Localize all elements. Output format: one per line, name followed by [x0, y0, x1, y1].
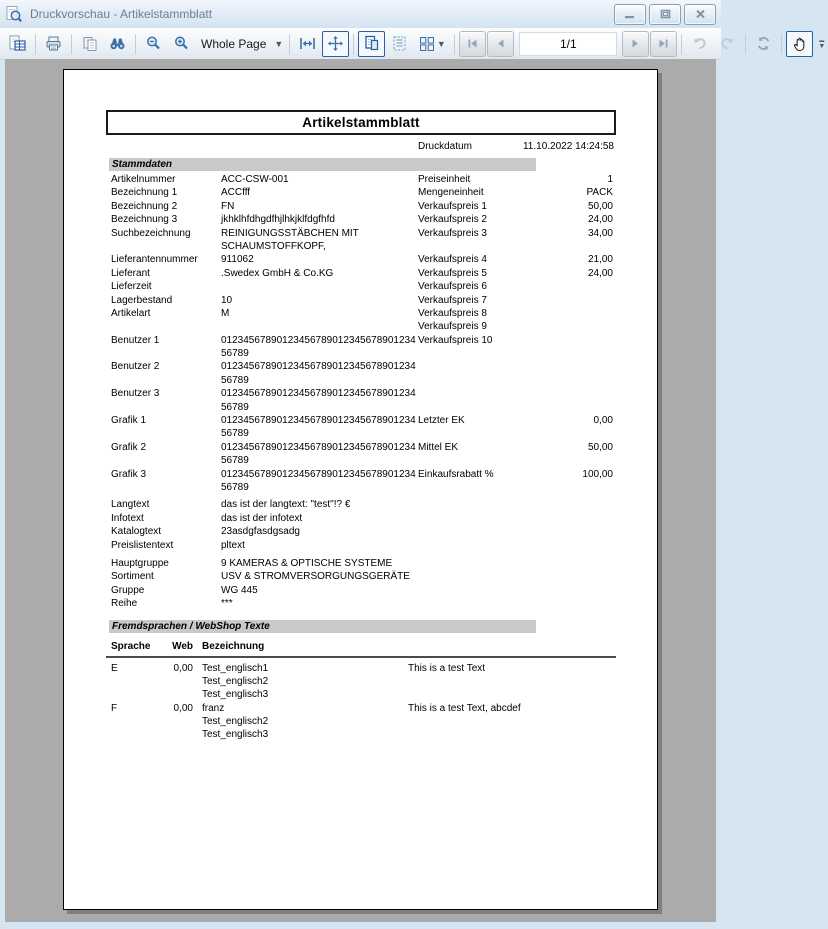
stammdaten-line-ll: Bezeichnung 2	[111, 200, 178, 212]
lang-line-text: This is a test Text, abcdef	[408, 702, 521, 714]
stammdaten-line-rv	[540, 387, 615, 400]
fit-width-button[interactable]	[294, 31, 321, 57]
page-setup-icon	[9, 35, 26, 52]
stammdaten-line-rv: 50,00	[587, 200, 613, 212]
group-line-value: 9 KAMERAS & OPTISCHE SYSTEME	[221, 557, 393, 569]
stammdaten-line-ll	[106, 240, 221, 253]
stammdaten-line-rv	[540, 347, 615, 360]
stammdaten-line-rl: Verkaufspreis 9	[418, 321, 487, 333]
stammdaten-line-rv	[540, 307, 615, 320]
lang-line-text	[408, 715, 616, 728]
stammdaten-line-lv: 01234567890123456789012345678901234	[221, 361, 416, 373]
section-heading-fremdsprachen: Fremdsprachen / WebShop Texte	[109, 620, 536, 633]
single-page-button[interactable]	[358, 31, 385, 57]
stammdaten-line-lv: ACCfff	[221, 187, 251, 199]
zoom-out-button[interactable]	[140, 31, 167, 57]
stammdaten-line-ll: Grafik 1	[111, 415, 147, 427]
stammdaten-line	[106, 427, 616, 440]
refresh-button[interactable]	[750, 31, 777, 57]
last-page-icon	[657, 37, 670, 50]
stammdaten-line-ll: Benutzer 1	[111, 334, 160, 346]
stammdaten-line	[106, 374, 616, 387]
printdate-row	[106, 141, 616, 154]
column-header-sprache: Sprache	[111, 640, 151, 652]
stammdaten-line-lv: 01234567890123456789012345678901234	[221, 441, 416, 453]
first-page-icon	[466, 37, 479, 50]
redo-button[interactable]	[714, 31, 741, 57]
document-page	[63, 69, 658, 910]
printdate-value: 11.10.2022 14:24:58	[522, 141, 614, 152]
stammdaten-line-lv	[221, 280, 418, 293]
stammdaten-line-rv	[540, 454, 615, 467]
stammdaten-line-rv	[540, 334, 615, 347]
stammdaten-line-rv	[540, 280, 615, 293]
lang-line-bezeichnung: franz	[202, 702, 225, 714]
stammdaten-line	[106, 387, 616, 400]
stammdaten-line-ll: Benutzer 3	[111, 388, 160, 400]
lang-line	[106, 662, 616, 675]
document-title: Artikelstammblatt	[302, 115, 420, 130]
stammdaten-line-lv: 56789	[221, 428, 249, 440]
last-page-button[interactable]	[650, 31, 677, 57]
stammdaten-line-lv: jkhklhfdhgdfhjlhkjklfdgfhfd	[221, 214, 335, 226]
stammdaten-line-lv: SCHAUMSTOFFKOPF,	[221, 240, 326, 252]
lang-line-bezeichnung: Test_englisch3	[202, 689, 269, 701]
stammdaten-line-rv	[540, 481, 615, 494]
text-line	[106, 525, 616, 538]
stammdaten-line-lv: 911062	[221, 254, 254, 266]
lang-line-text: This is a test Text	[408, 662, 486, 674]
stammdaten-line-rv: 24,00	[587, 214, 613, 226]
minimize-button[interactable]	[614, 4, 646, 25]
copy-icon	[82, 36, 98, 52]
text-line-label: Katalogtext	[111, 526, 162, 538]
stammdaten-line-rv: 1	[607, 174, 613, 185]
toolbar-overflow-button[interactable]	[815, 32, 828, 56]
toolbar-separator	[35, 34, 36, 54]
stammdaten-line-rv	[540, 427, 615, 440]
document-title-box	[106, 110, 616, 135]
stammdaten-line	[106, 334, 616, 347]
text-line-label: Infotext	[111, 512, 144, 524]
zoom-level-value: Whole Page	[201, 36, 267, 51]
zoom-level-select[interactable]	[196, 33, 285, 55]
lang-line	[106, 675, 616, 688]
lang-line-web	[171, 675, 193, 688]
lang-line-sprache: E	[111, 662, 118, 674]
text-line	[106, 498, 616, 511]
stammdaten-line-lv: 56789	[221, 348, 249, 360]
stammdaten-line-lv: 56789	[221, 374, 249, 386]
chevron-down-icon: ▼	[436, 38, 446, 49]
lang-line-sprache	[106, 675, 171, 688]
stammdaten-line-ll	[106, 374, 221, 387]
column-header-bezeichnung: Bezeichnung	[202, 640, 265, 652]
stammdaten-line-rv	[540, 374, 615, 387]
stammdaten-line-lv: 01234567890123456789012345678901234	[221, 334, 416, 346]
lang-line	[106, 728, 616, 741]
lang-line-sprache	[106, 728, 171, 741]
stammdaten-line-rl	[418, 481, 540, 494]
stammdaten-line-ll	[106, 347, 221, 360]
stammdaten-line-lv: FN	[221, 200, 235, 212]
group-line-label: Hauptgruppe	[111, 557, 169, 569]
text-line-label: Preislistentext	[111, 539, 174, 551]
stammdaten-line-rl	[418, 374, 540, 387]
hand-icon	[792, 36, 808, 52]
titlebar[interactable]	[0, 0, 721, 28]
stammdaten-line	[106, 481, 616, 494]
stammdaten-line-rv	[540, 320, 615, 333]
stammdaten-line-ll	[106, 427, 221, 440]
print-button[interactable]	[40, 31, 67, 57]
undo-icon	[691, 35, 708, 52]
stammdaten-line-rv	[540, 240, 615, 253]
lang-line	[106, 688, 616, 701]
lang-line-bezeichnung: Test_englisch2	[202, 675, 269, 687]
stammdaten-line	[106, 347, 616, 360]
stammdaten-line	[106, 360, 616, 373]
hand-tool-button[interactable]	[786, 31, 813, 57]
stammdaten-line-ll: Grafik 2	[111, 441, 147, 453]
group-line-value: USV & STROMVERSORGUNGSGERÄTE	[221, 571, 410, 583]
undo-button[interactable]	[686, 31, 713, 57]
stammdaten-line-rl: Verkaufspreis 10	[418, 334, 493, 346]
stammdaten-line-rv: 50,00	[587, 441, 613, 453]
next-page-button[interactable]	[622, 31, 649, 57]
overflow-chevron-icon: ▼	[818, 42, 826, 50]
overflow-line-icon: ▬	[819, 37, 825, 44]
stammdaten-line-lv: ACC-CSW-001	[221, 174, 289, 185]
stammdaten-line-rv: 34,00	[587, 227, 613, 239]
group-line	[106, 570, 616, 583]
lang-line-text	[408, 728, 616, 741]
maximize-button[interactable]	[649, 4, 681, 25]
copy-button[interactable]	[76, 31, 103, 57]
continuous-pages-button[interactable]	[386, 31, 413, 57]
lang-table-header	[106, 640, 616, 658]
redo-icon	[719, 35, 736, 52]
stammdaten-line	[106, 186, 616, 199]
group-line	[106, 597, 616, 610]
stammdaten-line-ll	[106, 454, 221, 467]
toolbar-separator	[289, 34, 290, 54]
next-page-icon	[629, 37, 642, 50]
lang-line-sprache	[106, 688, 171, 701]
stammdaten-line	[106, 173, 616, 186]
text-line-value: das ist der infotext	[221, 512, 303, 524]
chevron-down-icon: ▼	[274, 38, 284, 49]
stammdaten-line-rv	[540, 401, 615, 414]
group-line-label: Sortiment	[111, 571, 154, 583]
stammdaten-line-lv	[221, 320, 418, 333]
fit-page-icon	[327, 35, 344, 52]
print-preview-icon	[5, 5, 23, 23]
lang-line-bezeichnung: Test_englisch1	[202, 662, 269, 674]
stammdaten-line-lv: 01234567890123456789012345678901234	[221, 468, 416, 480]
stammdaten-line	[106, 468, 616, 481]
previous-page-icon	[494, 37, 507, 50]
stammdaten-line-rl	[418, 240, 540, 253]
texts-block	[106, 498, 616, 552]
toolbar-separator	[781, 34, 782, 54]
stammdaten-line-ll: Suchbezeichnung	[111, 227, 191, 239]
stammdaten-line	[106, 307, 616, 320]
stammdaten-line-rl: Verkaufspreis 4	[418, 254, 487, 266]
stammdaten-line-rl	[418, 387, 540, 400]
stammdaten-line-rl	[418, 454, 540, 467]
print-icon	[45, 35, 62, 52]
multiple-pages-button[interactable]	[414, 31, 450, 57]
lang-line	[106, 715, 616, 728]
stammdaten-line	[106, 267, 616, 280]
previous-page-button[interactable]	[487, 31, 514, 57]
stammdaten-line-rv: 100,00	[582, 468, 613, 480]
page-indicator: 1/1	[519, 32, 617, 56]
group-line-label: Reihe	[111, 598, 138, 610]
stammdaten-line-rl: Einkaufsrabatt %	[418, 468, 494, 480]
stammdaten-line-lv: 56789	[221, 455, 249, 467]
stammdaten-line-ll: Artikelnummer	[111, 174, 176, 185]
stammdaten-grid	[106, 173, 616, 494]
zoom-out-icon	[145, 35, 162, 52]
text-line-label: Langtext	[111, 499, 150, 511]
fit-width-icon	[299, 35, 316, 52]
stammdaten-line-lv: .Swedex GmbH & Co.KG	[221, 267, 334, 279]
stammdaten-line	[106, 454, 616, 467]
lang-line-web	[171, 715, 193, 728]
binoculars-icon	[109, 35, 126, 52]
stammdaten-line-rl: Verkaufspreis 1	[418, 200, 487, 212]
stammdaten-line-rl	[418, 427, 540, 440]
stammdaten-line-rl: Preiseinheit	[418, 174, 471, 185]
stammdaten-line-lv: 01234567890123456789012345678901234	[221, 415, 416, 427]
stammdaten-line	[106, 414, 616, 427]
toolbar-separator	[71, 34, 72, 54]
lang-line-text	[408, 675, 616, 688]
text-line-value: das ist der langtext: "test"!? €	[221, 499, 351, 511]
stammdaten-line-lv: 10	[221, 294, 233, 306]
stammdaten-line-rv: 0,00	[593, 415, 613, 427]
stammdaten-line-ll: Lieferant	[111, 267, 150, 279]
stammdaten-line	[106, 441, 616, 454]
groups-block	[106, 557, 616, 611]
stammdaten-line	[106, 294, 616, 307]
group-line-label: Gruppe	[111, 584, 145, 596]
zoom-in-icon	[173, 35, 190, 52]
stammdaten-line-rv	[540, 360, 615, 373]
stammdaten-line-lv: 56789	[221, 401, 249, 413]
stammdaten-line	[106, 240, 616, 253]
stammdaten-line-rv: 21,00	[587, 254, 613, 266]
column-header-web: Web	[172, 640, 193, 652]
stammdaten-line-ll	[106, 401, 221, 414]
group-line	[106, 557, 616, 570]
continuous-pages-icon	[391, 35, 408, 52]
stammdaten-line-rv	[540, 294, 615, 307]
toolbar-separator	[681, 34, 682, 54]
text-line	[106, 512, 616, 525]
toolbar-separator	[454, 34, 455, 54]
lang-line-sprache	[106, 715, 171, 728]
lang-table-body	[106, 662, 616, 742]
printdate-label: Druckdatum	[418, 141, 472, 152]
stammdaten-line-ll: Bezeichnung 3	[111, 214, 178, 226]
stammdaten-line-rl	[418, 360, 540, 373]
stammdaten-line-lv: 01234567890123456789012345678901234	[221, 388, 416, 400]
stammdaten-line	[106, 280, 616, 293]
stammdaten-line-ll: Benutzer 2	[111, 361, 160, 373]
stammdaten-line-lv: M	[221, 307, 230, 319]
text-line-value: 23asdgfasdgsadg	[221, 526, 300, 538]
text-line-value: pltext	[221, 539, 245, 551]
stammdaten-line-rl: Verkaufspreis 3	[418, 227, 487, 239]
section-heading-stammdaten: Stammdaten	[109, 158, 536, 171]
stammdaten-line-rl: Mittel EK	[418, 441, 459, 453]
stammdaten-line-rl: Mengeneinheit	[418, 187, 484, 199]
lang-line-bezeichnung: Test_englisch3	[202, 729, 269, 741]
stammdaten-line-ll	[106, 320, 221, 333]
toolbar-separator	[353, 34, 354, 54]
stammdaten-line-ll: Lieferantennummer	[111, 254, 198, 266]
multiple-pages-icon	[419, 36, 435, 52]
refresh-icon	[755, 35, 772, 52]
stammdaten-line-rl: Letzter EK	[418, 415, 465, 427]
stammdaten-line-rl: Verkaufspreis 7	[418, 294, 487, 306]
group-line-value: WG 445	[221, 584, 258, 596]
lang-line-sprache: F	[111, 702, 118, 714]
stammdaten-line	[106, 200, 616, 213]
stammdaten-line	[106, 320, 616, 333]
text-line	[106, 539, 616, 552]
window-title: Druckvorschau - Artikelstammblatt	[30, 7, 213, 21]
lang-line-bezeichnung: Test_englisch2	[202, 716, 269, 728]
stammdaten-line-lv: 56789	[221, 481, 249, 493]
stammdaten-line-rl	[418, 347, 540, 360]
lang-line-web: 0,00	[173, 702, 193, 714]
stammdaten-line	[106, 253, 616, 266]
stammdaten-line-rl: Verkaufspreis 5	[418, 267, 487, 279]
stammdaten-line-lv: REINIGUNGSSTÄBCHEN MIT	[221, 227, 359, 239]
stammdaten-line-rl: Verkaufspreis 8	[418, 307, 487, 319]
toolbar	[0, 28, 826, 60]
fit-page-button[interactable]	[322, 31, 349, 57]
toolbar-separator	[135, 34, 136, 54]
stammdaten-line	[106, 227, 616, 240]
lang-line	[106, 702, 616, 715]
zoom-in-button[interactable]	[168, 31, 195, 57]
stammdaten-line-ll: Grafik 3	[111, 468, 147, 480]
stammdaten-line-rl	[418, 401, 540, 414]
stammdaten-line	[106, 401, 616, 414]
preview-viewport[interactable]	[5, 59, 716, 922]
stammdaten-line-ll	[106, 481, 221, 494]
stammdaten-line-ll: Lagerbestand	[111, 294, 173, 306]
first-page-button[interactable]	[459, 31, 486, 57]
column-header-blank	[408, 640, 616, 654]
lang-line-web: 0,00	[173, 662, 193, 674]
lang-line-web	[171, 688, 193, 701]
stammdaten-line-rl: Verkaufspreis 2	[418, 214, 487, 226]
stammdaten-line-ll: Bezeichnung 1	[111, 187, 178, 199]
page-setup-button[interactable]	[4, 31, 31, 57]
stammdaten-line-rv: PACK	[586, 187, 613, 199]
find-button[interactable]	[104, 31, 131, 57]
stammdaten-line-rv: 24,00	[587, 267, 613, 279]
stammdaten-line	[106, 213, 616, 226]
group-line	[106, 584, 616, 597]
lang-line-text	[408, 688, 616, 701]
stammdaten-line-ll: Artikelart	[111, 307, 151, 319]
stammdaten-line-rl: Verkaufspreis 6	[418, 281, 487, 293]
stammdaten-line-ll: Lieferzeit	[111, 281, 152, 293]
close-button[interactable]	[684, 4, 716, 25]
toolbar-separator	[745, 34, 746, 54]
lang-line-web	[171, 728, 193, 741]
single-page-icon	[363, 35, 380, 52]
group-line-value: ***	[221, 598, 233, 610]
